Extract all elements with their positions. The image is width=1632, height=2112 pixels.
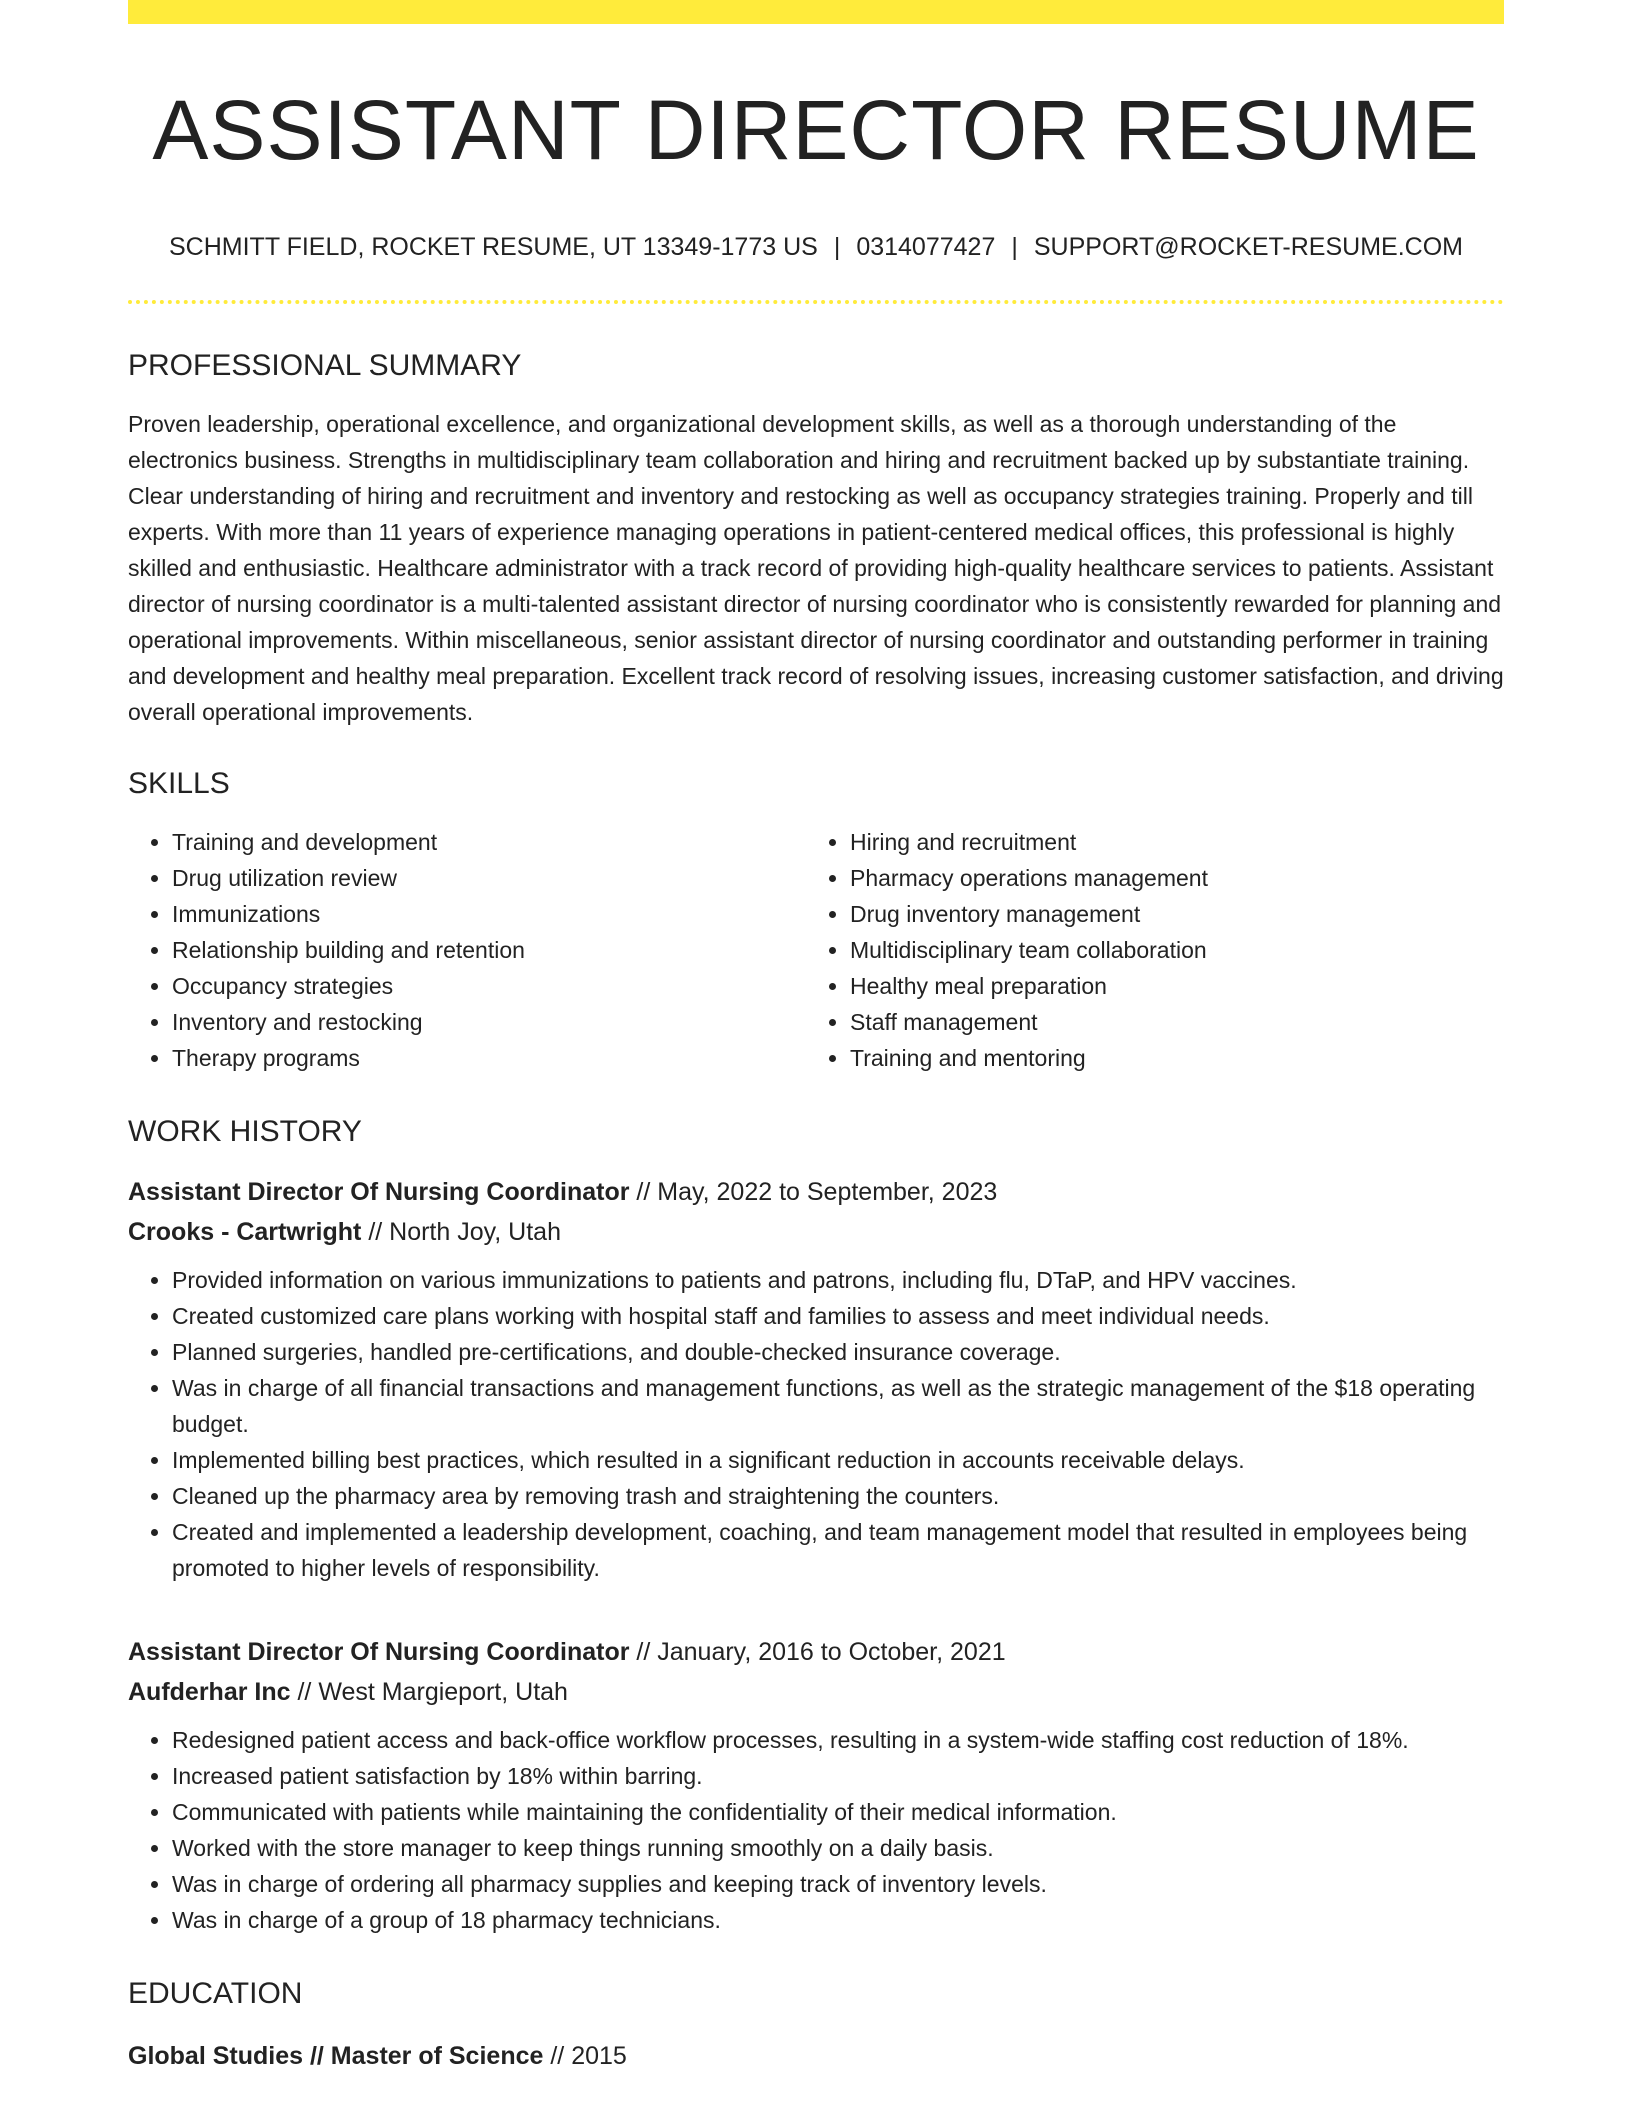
dotted-divider: [128, 300, 1504, 304]
job-location: // West Margieport, Utah: [297, 1678, 568, 1707]
skill-item: • Hiring and recruitment: [850, 824, 1484, 860]
accent-bar: [128, 0, 1504, 24]
contact-line: [128, 232, 1504, 262]
job-bullet: • Implemented billing best practices, which resulted in a significant reduction in accounts receivable delays.: [172, 1442, 1504, 1478]
job-bullet: • Was in charge of all financial transactions and management functions, as well as the strategic management of the $18 operating budget.: [172, 1370, 1504, 1442]
contact-address: SCHMITT FIELD, ROCKET RESUME, UT 13349-1773 US: [169, 233, 818, 262]
skills-list: [128, 824, 1504, 1076]
skills-column-left: [128, 824, 806, 1076]
job-bullet: • Communicated with patients while maintaining the confidentiality of their medical information.: [172, 1794, 1504, 1830]
skill-item: • Staff management: [850, 1004, 1484, 1040]
contact-email: SUPPORT@ROCKET-RESUME.COM: [1033, 233, 1463, 262]
skill-item: • Pharmacy operations management: [850, 860, 1484, 896]
contact-separator: |: [1011, 233, 1018, 262]
job-bullet: • Redesigned patient access and back-office workflow processes, resulting in a system-wide staffing cost reduction of 18%.: [172, 1722, 1504, 1758]
job-location: // North Joy, Utah: [368, 1218, 561, 1247]
skill-item: • Training and development: [172, 824, 806, 860]
job-bullets: [128, 1722, 1504, 1938]
job-bullets: [128, 1262, 1504, 1586]
job-bullet: • Worked with the store manager to keep things running smoothly on a daily basis.: [172, 1830, 1504, 1866]
job-title: Assistant Director Of Nursing Coordinator: [128, 1638, 630, 1667]
job-bullet: • Created customized care plans working with hospital staff and families to assess and meet individual needs.: [172, 1298, 1504, 1334]
skill-item: • Therapy programs: [172, 1040, 806, 1076]
work-history-heading: WORK HISTORY: [128, 1115, 362, 1149]
job-title-line: [128, 1632, 1504, 1672]
job-dates: // January, 2016 to October, 2021: [636, 1638, 1006, 1667]
skill-item: • Multidisciplinary team collaboration: [850, 932, 1484, 968]
job-bullet: • Was in charge of a group of 18 pharmacy technicians.: [172, 1902, 1504, 1938]
education-entry: [128, 2036, 1504, 2076]
job-entry: [128, 1172, 1504, 1586]
skill-item: • Training and mentoring: [850, 1040, 1484, 1076]
summary-heading: PROFESSIONAL SUMMARY: [128, 349, 522, 383]
skill-item: • Immunizations: [172, 896, 806, 932]
job-title: Assistant Director Of Nursing Coordinator: [128, 1178, 630, 1207]
skill-item: • Drug utilization review: [172, 860, 806, 896]
job-company-line: [128, 1672, 1504, 1712]
skill-item: • Drug inventory management: [850, 896, 1484, 932]
skill-item: • Occupancy strategies: [172, 968, 806, 1004]
contact-phone: 0314077427: [856, 233, 996, 262]
education-year: // 2015: [550, 2042, 627, 2071]
job-company: Crooks - Cartwright: [128, 1218, 362, 1247]
skill-item: • Healthy meal preparation: [850, 968, 1484, 1004]
education-heading: EDUCATION: [128, 1977, 303, 2011]
job-bullet: • Created and implemented a leadership development, coaching, and team management model that resulted in employees being promoted to higher levels of responsibility.: [172, 1514, 1504, 1586]
skill-item: • Relationship building and retention: [172, 932, 806, 968]
job-bullet: • Planned surgeries, handled pre-certifications, and double-checked insurance coverage.: [172, 1334, 1504, 1370]
job-bullet: • Cleaned up the pharmacy area by removing trash and straightening the counters.: [172, 1478, 1504, 1514]
skill-item: • Inventory and restocking: [172, 1004, 806, 1040]
job-company-line: [128, 1212, 1504, 1252]
job-bullet: • Increased patient satisfaction by 18% within barring.: [172, 1758, 1504, 1794]
job-title-line: [128, 1172, 1504, 1212]
skills-column-right: [806, 824, 1484, 1076]
resume-page: [128, 0, 1504, 2076]
job-bullet: • Provided information on various immunizations to patients and patrons, including flu, DTaP, and HPV vaccines.: [172, 1262, 1504, 1298]
skills-heading: SKILLS: [128, 767, 230, 801]
job-company: Aufderhar Inc: [128, 1678, 291, 1707]
job-bullet: • Was in charge of ordering all pharmacy supplies and keeping track of inventory levels.: [172, 1866, 1504, 1902]
job-dates: // May, 2022 to September, 2023: [636, 1178, 998, 1207]
summary-text: Proven leadership, operational excellence, and organizational development skills, as well as a thorough understanding of the electronics business. Strengths in multidisciplinary team collaboration and hiring and recruitment backed up by substantiate training. Clear understanding of hiring and recruitment and inventory and restocking as well as occupancy strategies training. Properly and till experts. With more than 11 years of experience managing operations in patient-centered medical offices, this professional is highly skilled and enthusiastic. Healthcare administrator with a track record of providing high-quality healthcare services to patients. Assistant director of nursing coordinator is a multi-talented assistant director of nursing coordinator who is consistently rewarded for planning and operational improvements. Within miscellaneous, senior assistant director of nursing coordinator and outstanding performer in training and development and healthy meal preparation. Excellent track record of resolving issues, increasing customer satisfaction, and driving overall operational improvements.: [128, 411, 1504, 726]
education-degree: Global Studies // Master of Science: [128, 2042, 544, 2071]
job-entry: [128, 1632, 1504, 1938]
contact-separator: |: [833, 233, 841, 262]
resume-title: ASSISTANT DIRECTOR RESUME: [152, 83, 1480, 177]
